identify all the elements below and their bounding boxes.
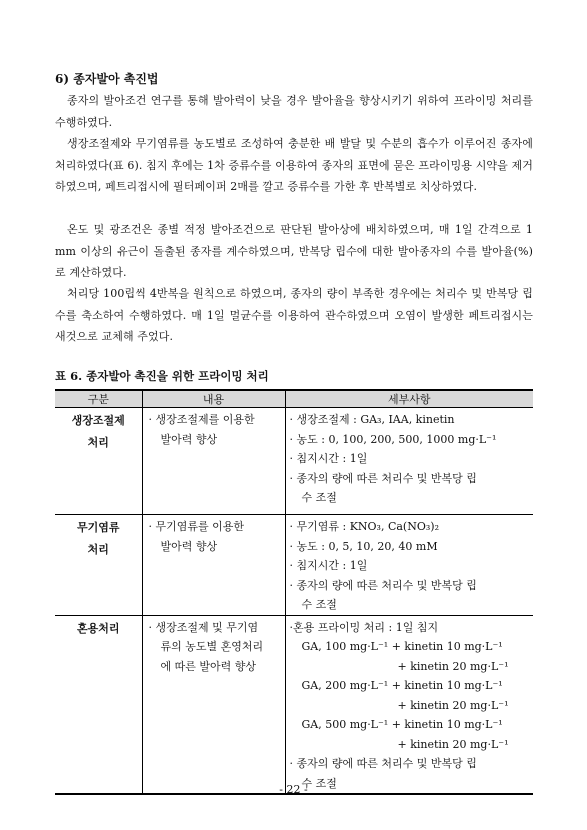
detail-line: · 농도 : 0, 5, 10, 20, 40 mM xyxy=(289,539,438,553)
detail-line: · 종자의 량에 따른 처리수 및 반복당 립 xyxy=(289,471,477,485)
category-line: 혼용처리 xyxy=(76,621,120,635)
detail-line: GA, 200 mg·L⁻¹ + kinetin 10 mg·L⁻¹ xyxy=(301,679,503,692)
detail-line: · 생장조절제 : GA₃, IAA, kinetin xyxy=(289,413,455,426)
paragraph-4: 처리당 100립씩 4반복을 원칙으로 하였으며, 종자의 량이 부족한 경우에는 처리수 및 반복당 립수를 축소하여 수행하였다. 매 1일 멀균수를 이용하여 관수하였으며 오염이 발생한 페트리접시는 새것으로 교체해 주었다. xyxy=(55,287,533,343)
content-line: · 무기염류를 이용한 xyxy=(148,520,244,533)
category-line: 생장조절제 xyxy=(71,414,125,427)
table-header-row xyxy=(55,390,533,408)
detail-line: + kinetin 20 mg·L⁻¹ xyxy=(397,737,509,751)
content-line: · 생장조절제 및 무기염 xyxy=(148,620,259,634)
detail-line: · 종자의 량에 따른 처리수 및 반복당 립 xyxy=(289,757,477,770)
detail-line: GA, 500 mg·L⁻¹ + kinetin 10 mg·L⁻¹ xyxy=(301,718,503,731)
table-caption: 표 6. 종자발아 촉진을 위한 프라이밍 처리 xyxy=(55,369,269,383)
content-line: 발아력 향상 xyxy=(160,432,218,446)
section-heading: 6) 종자발아 촉진법 xyxy=(55,72,159,86)
detail-line: 수 조절 xyxy=(301,491,337,504)
details-cell xyxy=(285,515,533,616)
content-line: 류의 농도별 혼영처리 xyxy=(160,640,264,653)
category-line: 처리 xyxy=(87,543,109,556)
header-details: 세부사항 xyxy=(285,390,533,408)
detail-line: 수 조절 xyxy=(301,776,337,790)
paragraph-1: 종자의 발아조건 연구를 통해 발아력이 낮을 경우 발아율을 향상시키기 위하여 프라이밍 처리를 수행하였다. xyxy=(55,94,533,129)
detail-line: · 침지시간 : 1일 xyxy=(289,559,368,572)
content-line: · 생장조절제를 이용한 xyxy=(148,413,255,426)
table-row xyxy=(55,408,533,515)
detail-line: · 침지시간 : 1일 xyxy=(289,452,368,465)
paragraph-3: 온도 및 광조건은 종별 적정 발아조건으로 판단된 발아상에 배치하였으며, 매 1일 간격으로 1 mm 이상의 유근이 돌출된 종자를 계수하였으며, 반복당 립수에 대한 발아종자의 수를 발아율(%)로 계산하였다. xyxy=(55,223,533,279)
detail-line: ·혼용 프라이밍 처리 : 1일 침지 xyxy=(289,620,439,634)
detail-line: + kinetin 20 mg·L⁻¹ xyxy=(397,659,509,673)
category-line: 처리 xyxy=(87,436,109,449)
content-cell xyxy=(142,615,285,794)
detail-line: GA, 100 mg·L⁻¹ + kinetin 10 mg·L⁻¹ xyxy=(301,640,503,653)
detail-line: · 무기염류 : KNO₃, Ca(NO₃)₂ xyxy=(289,520,439,533)
page-number: - 22 - xyxy=(279,783,308,796)
header-category: 구분 xyxy=(55,390,142,408)
category-line: 무기염류 xyxy=(76,521,120,534)
paragraph-2: 생장조절제와 무기염류를 농도별로 조성하여 충분한 배 발달 및 수분의 흡수가 이루어진 종자에 처리하였다(표 6). 침지 후에는 1차 증류수를 이용하여 종자의 표면에 묻은 프라이밍용 시약을 제거하였으며, 페트리접시에 필터페이퍼 2매를 깔고 증류수를 가한 후 반복별로 치상하였다. xyxy=(55,137,533,193)
header-content: 내용 xyxy=(142,390,285,408)
details-cell xyxy=(285,408,533,515)
priming-table xyxy=(55,389,533,795)
detail-line: + kinetin 20 mg·L⁻¹ xyxy=(397,698,509,712)
table-row xyxy=(55,615,533,794)
category-cell xyxy=(55,615,142,794)
detail-line: · 종자의 량에 따른 처리수 및 반복당 립 xyxy=(289,578,477,592)
category-cell xyxy=(55,515,142,616)
category-cell xyxy=(55,408,142,515)
detail-line: · 농도 : 0, 100, 200, 500, 1000 mg·L⁻¹ xyxy=(289,432,497,446)
detail-line: 수 조절 xyxy=(301,598,337,611)
content-cell xyxy=(142,408,285,515)
content-line: 발아력 향상 xyxy=(160,539,218,553)
table-row xyxy=(55,515,533,616)
content-cell xyxy=(142,515,285,616)
content-line: 에 따른 발아력 향상 xyxy=(160,659,256,673)
details-cell xyxy=(285,615,533,794)
